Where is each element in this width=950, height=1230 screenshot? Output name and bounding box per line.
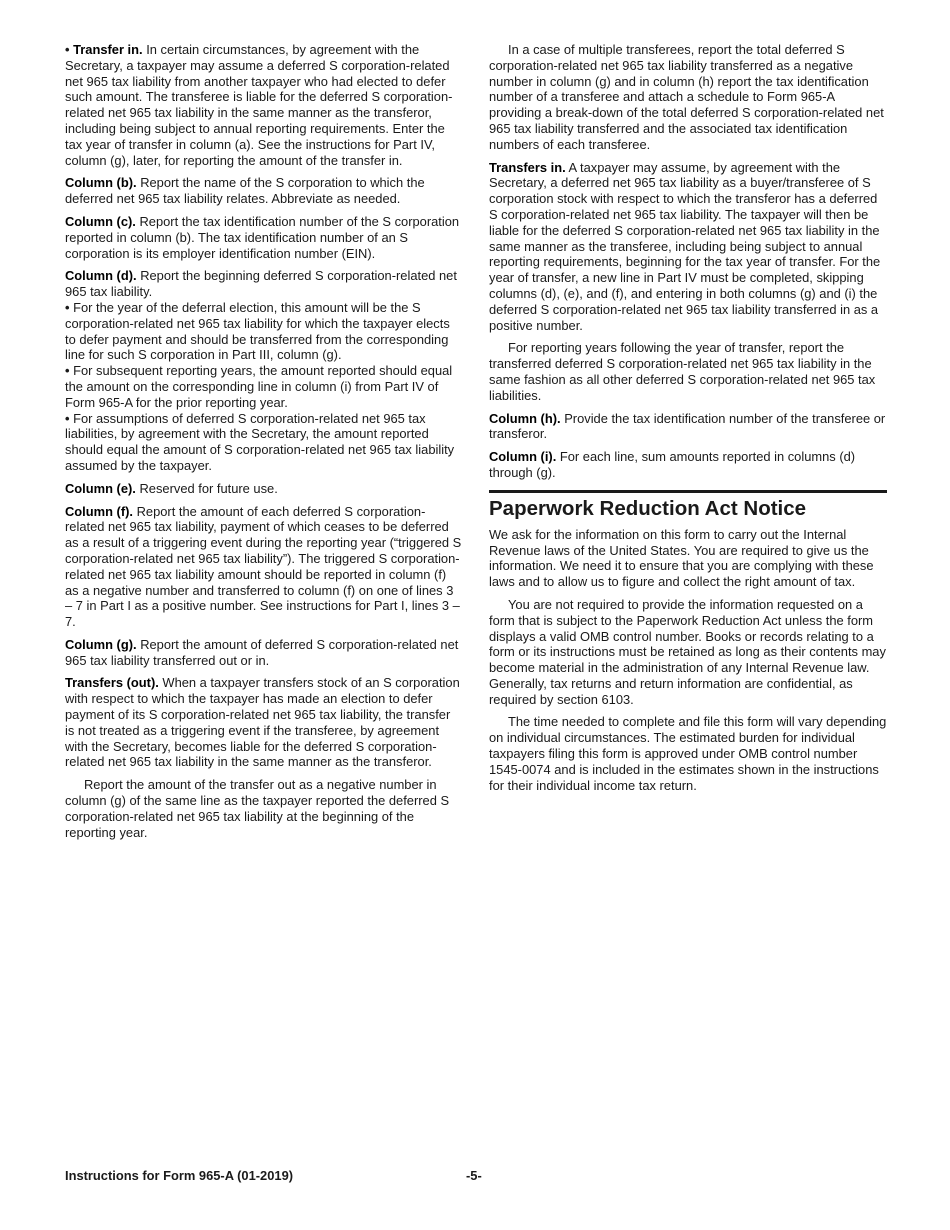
column-c-paragraph bbox=[65, 214, 462, 261]
column-d-text: Report the beginning deferred S corporation-related net 965 tax liability. bbox=[65, 268, 457, 300]
transfers-out-paragraph bbox=[65, 675, 462, 770]
transfers-in-paragraph bbox=[489, 160, 887, 334]
column-i-paragraph bbox=[489, 449, 887, 481]
transfer-in-text: In certain circumstances, by agreement with the Secretary, a taxpayer may assume a deferred S corporation-related net 965 tax liability from another taxpayer who had elected to defer such amount. The transferee is liable for the deferred S corporation-related net 965 tax liability in the same manner as the transferor, including being subject to annual reporting requirements. Enter the tax year of transfer in column (a). See the instructions for Part IV, column (g), later, for reporting the amount of the transfer in. bbox=[65, 42, 453, 168]
column-d-bullet-1: For the year of the deferral election, this amount will be the S corporation-related net 965 tax liability for which the taxpayer elects to defer payment and should be transferred from the corresponding line for such S corporation in Part III, column (g). bbox=[65, 299, 450, 363]
multiple-transferees-paragraph: In a case of multiple transferees, report the total deferred S corporation-related net 965 tax liability transferred as a negative number in column (g) and in column (h) report the tax identification number of a transferee and attach a schedule to Form 965-A providing a break-down of the total deferred S corporation-related net 965 tax liability transferred and the associated tax identification numbers of each transferee. bbox=[489, 42, 884, 152]
column-d-bullet-2: For subsequent reporting years, the amount reported should equal the amount on the corresponding line in column (i) from Part IV of Form 965-A for the prior reporting year. bbox=[65, 363, 453, 410]
bullet-icon: • bbox=[65, 363, 70, 379]
column-d-bullet-3: For assumptions of deferred S corporation-related net 965 tax liabilities, by agreement with the Secretary, the amount reported should equal the amount of S corporation-related net 965 tax liability assumed by the taxpayer. bbox=[65, 410, 455, 473]
transfers-out-paragraph-2: Report the amount of the transfer out as a negative number in column (g) of the same line as the taxpayer reported the deferred S corporation-related net 965 tax liability at the beginning of the reporting year. bbox=[65, 777, 450, 840]
bullet-icon: • bbox=[65, 42, 70, 57]
transfers-out-label: Transfers (out). bbox=[65, 675, 159, 691]
column-h-paragraph bbox=[489, 411, 887, 443]
column-h-label: Column (h). bbox=[489, 410, 561, 426]
column-e-label: Column (e). bbox=[65, 480, 136, 496]
column-f-label: Column (f). bbox=[65, 503, 134, 519]
column-e-paragraph bbox=[65, 481, 462, 497]
pra-paragraph-1: We ask for the information on this form to carry out the Internal Revenue laws of the United States. You are required to give us the information. We need it to ensure that you are complying with these laws and to allow us to figure and collect the right amount of tax. bbox=[489, 526, 874, 590]
column-b-paragraph bbox=[65, 175, 462, 207]
following-years-paragraph: For reporting years following the year of transfer, report the transferred deferred S corporation-related net 965 tax liability in the same fashion as all other deferred S corporation-related net 965 tax liabilities. bbox=[489, 340, 876, 403]
column-b-text: Report the name of the S corporation to which the deferred net 965 tax liability relates. Abbreviate as needed. bbox=[65, 175, 425, 207]
column-d-label: Column (d). bbox=[65, 268, 137, 284]
transfers-in-label: Transfers in. bbox=[489, 159, 566, 175]
page-number: -5- bbox=[466, 1168, 482, 1183]
transfers-in-text: A taxpayer may assume, by agreement with the Secretary, a deferred net 965 tax liability as a buyer/transferee of S corporation stock with respect to which the transferor has a deferred S corporation-related net 965 tax liability. The taxpayer will then be liable for the deferred S corporation-related net 965 tax liability in the same manner as the transferee, including being subject to annual reporting requirements, beginning for the tax year of transfer. For the year of transfer, a new line in Part IV must be completed, skipping columns (d), (e), and (f), and entering in both columns (g) and (i) the deferred S corporation-related net 965 tax liability transferred in as a positive number. bbox=[489, 159, 881, 333]
left-column bbox=[65, 42, 462, 847]
transfer-in-paragraph bbox=[65, 42, 462, 168]
column-g-label: Column (g). bbox=[65, 636, 137, 652]
column-c-text: Report the tax identification number of the S corporation reported in column (b). The tax identification number of an S corporation is its employer identification number (EIN). bbox=[65, 213, 460, 261]
pra-paragraph-2: You are not required to provide the information requested on a form that is subject to the Paperwork Reduction Act unless the form displays a valid OMB control number. Books or records relating to a form or its instructions must be retained as long as their contents may become material in the administration of any Internal Revenue law. Generally, tax returns and return information are confidential, as required by section 6103. bbox=[489, 596, 886, 707]
column-g-paragraph bbox=[65, 637, 462, 669]
bullet-icon: • bbox=[65, 299, 70, 315]
column-b-label: Column (b). bbox=[65, 175, 137, 191]
column-f-paragraph bbox=[65, 504, 462, 630]
column-d-paragraph bbox=[65, 268, 462, 473]
paperwork-reduction-heading: Paperwork Reduction Act Notice bbox=[489, 496, 807, 520]
column-i-text: For each line, sum amounts reported in columns (d) through (g). bbox=[489, 449, 856, 480]
column-c-label: Column (c). bbox=[65, 213, 136, 229]
column-i-label: Column (i). bbox=[489, 449, 557, 465]
footer-form-title: Instructions for Form 965-A (01-2019) bbox=[65, 1168, 294, 1183]
transfer-in-label: Transfer in. bbox=[73, 42, 143, 57]
column-f-text: Report the amount of each deferred S corporation-related net 965 tax liability, payment of which ceases to be deferred as a result of a triggering event during the reporting year (“triggered S corporation-related net 965 tax liability”). The triggered S corporation-related net 965 tax liability amount should be reported in column (f) as a negative number and transferred to column (f) on one of lines 3 – 7 in Part I as a positive number. See instructions for Part I, lines 3 – 7. bbox=[65, 503, 462, 630]
column-h-text: Provide the tax identification number of the transferee or transferor. bbox=[489, 410, 886, 442]
section-divider bbox=[489, 490, 887, 493]
pra-paragraph-3: The time needed to complete and file this form will vary depending on individual circumstances. The estimated burden for individual taxpayers filing this form is approved under OMB control number 1545-0074 and is included in the estimates shown in the instructions for their individual income tax return. bbox=[489, 714, 887, 793]
column-e-text: Reserved for future use. bbox=[135, 480, 278, 496]
column-g-text: Report the amount of deferred S corporation-related net 965 tax liability transferred out or in. bbox=[65, 636, 459, 668]
right-column bbox=[489, 42, 887, 800]
bullet-icon: • bbox=[65, 410, 70, 426]
transfers-out-text: When a taxpayer transfers stock of an S corporation with respect to which the taxpayer has made an election to defer payment of its S corporation-related net 965 tax liability, the transfer is not treated as a triggering event if the transferee, by agreement with the Secretary, becomes liable for the deferred S corporation-related net 965 tax liability in the same manner as the transferor. bbox=[65, 675, 460, 770]
